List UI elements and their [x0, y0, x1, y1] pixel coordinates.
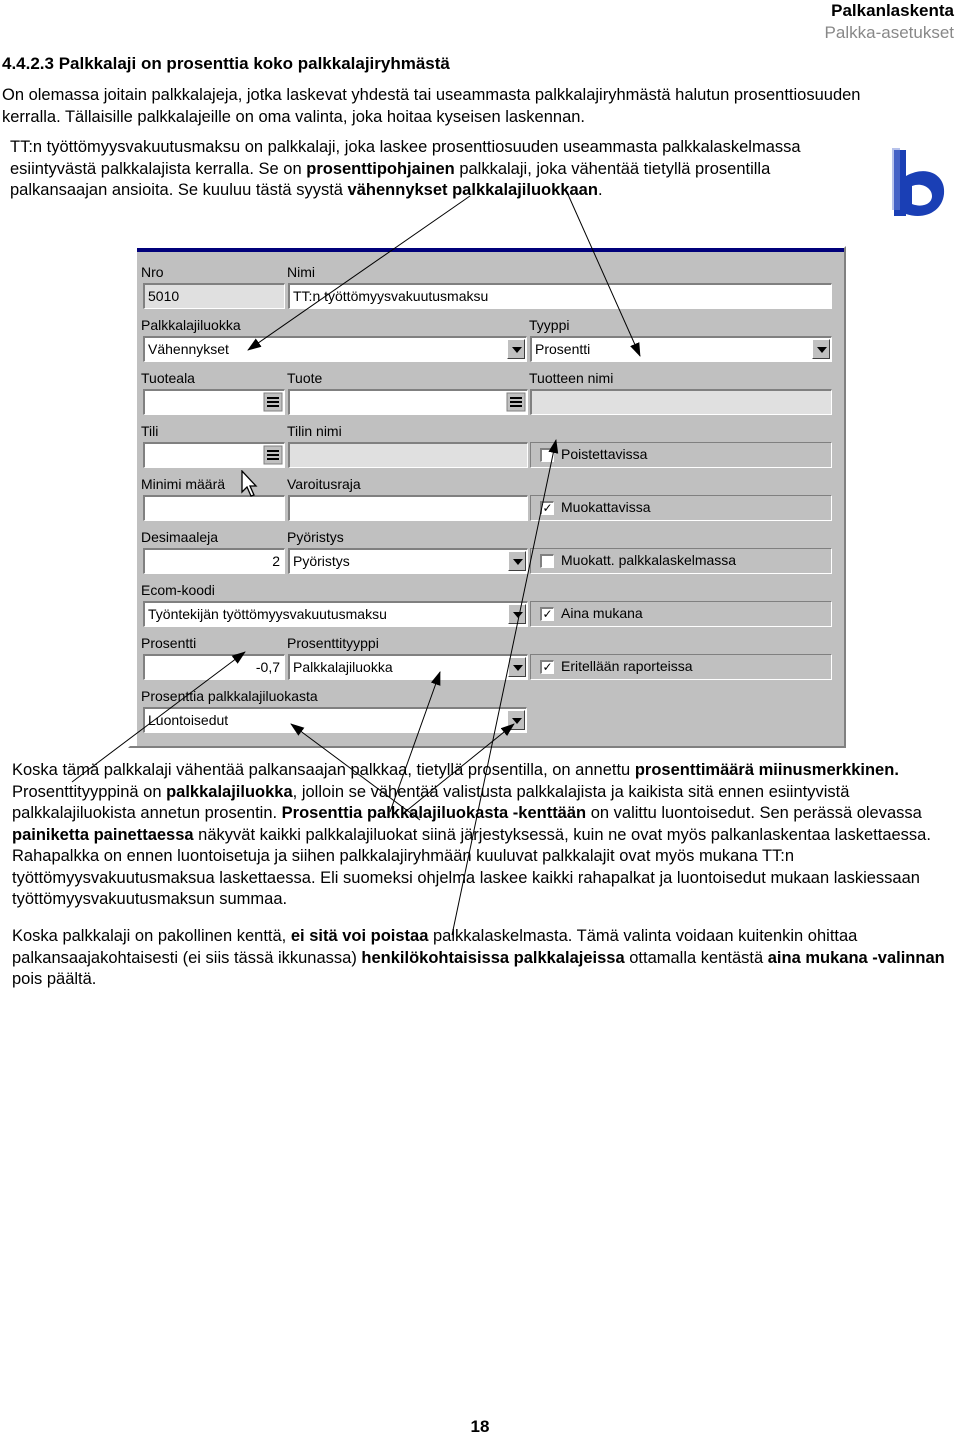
nro-label: Nro — [141, 264, 164, 280]
poistettavissa-label: Poistettavissa — [561, 446, 648, 462]
dropdown-arrow-icon[interactable] — [507, 339, 525, 359]
text-span: ottamalla kentästä — [624, 948, 768, 967]
section-title: 4.4.2.3 Palkkalaji on prosenttia koko palkkalajiryhmästä — [2, 54, 450, 73]
tilin-nimi-field[interactable] — [288, 442, 528, 468]
body-paragraph-2 — [12, 926, 956, 991]
tili-field[interactable] — [143, 442, 285, 468]
ecom-koodi-value: Työntekijän työttömyysvakuutusmaksu — [148, 606, 387, 622]
dropdown-arrow-icon[interactable] — [508, 551, 526, 571]
header-subtitle: Palkka-asetukset — [824, 23, 954, 42]
poistettavissa-checkbox-row[interactable] — [530, 442, 832, 468]
page-number: 18 — [470, 1417, 490, 1436]
text-span: on valittu luontoisedut. Sen perässä olevassa — [586, 804, 922, 822]
minimi-maara-label: Minimi määrä — [141, 476, 226, 492]
bold-span: aina mukana -valinnan — [767, 948, 945, 967]
tuote-label: Tuote — [287, 370, 323, 386]
muokattavissa-checkbox-row[interactable] — [530, 495, 832, 521]
pyoristys-value: Pyöristys — [293, 553, 350, 569]
text-span: palkkalaji, joka vähentää tietyllä prosentilla palkansaajan ansioita. Se kuuluu tästä syystä — [10, 159, 771, 199]
tyyppi-select[interactable] — [530, 336, 832, 362]
dropdown-arrow-icon[interactable] — [508, 604, 526, 624]
bold-span: prosenttipohjainen — [306, 159, 455, 178]
body-paragraph-1 — [12, 760, 956, 911]
desimaaleja-field[interactable]: 2 — [143, 548, 285, 574]
eritellaan-raporteissa-label: Eritellään raporteissa — [561, 658, 693, 674]
text-span: . — [597, 181, 603, 199]
bold-span: henkilökohtaisissa palkkalajeissa — [361, 948, 625, 967]
intro-paragraph-2 — [10, 137, 860, 202]
prosenttityyppi-select[interactable] — [288, 654, 528, 680]
tyyppi-value: Prosentti — [535, 341, 591, 357]
poistettavissa-checkbox[interactable] — [540, 448, 554, 462]
muokatt-palkkalaskelmassa-label: Muokatt. palkkalaskelmassa — [561, 552, 737, 568]
ecom-koodi-select[interactable] — [143, 601, 528, 627]
intro-paragraph-1: On olemassa joitain palkkalajeja, jotka laskevat yhdestä tai useammasta palkkalajiryhmästä halutun prosenttiosuuden kerralla. Tällaisille palkkalajeille on oma valinta, joka hoitaa kyseisen laskennan. — [2, 86, 861, 126]
prosenttityyppi-label: Prosenttityyppi — [287, 635, 379, 651]
tuotteen-nimi-field[interactable] — [530, 389, 832, 415]
muokatt-palkkalaskelmassa-checkbox[interactable] — [540, 554, 554, 568]
mouse-cursor-icon — [240, 470, 258, 498]
tyyppi-label: Tyyppi — [529, 317, 570, 333]
prosenttityyppi-value: Palkkalajiluokka — [293, 659, 393, 675]
palkkalajiluokka-value: Vähennykset — [148, 341, 229, 357]
tuotteen-nimi-label: Tuotteen nimi — [529, 370, 614, 386]
dropdown-arrow-icon[interactable] — [812, 339, 830, 359]
prosenttia-palkkalajiluokasta-value: Luontoisedut — [148, 712, 229, 728]
tuoteala-field[interactable] — [143, 389, 285, 415]
palkkalajiluokka-label: Palkkalajiluokka — [141, 317, 241, 333]
dropdown-arrow-icon[interactable] — [507, 710, 525, 730]
text-span: palkkalaskelmasta. Tämä valinta voidaan kuitenkin ohittaa palkansaajakohtaisesti (ei siis tässä ikkunassa) — [12, 927, 858, 967]
bold-span: painiketta painettaessa — [12, 825, 194, 844]
palkkalajiluokka-select[interactable] — [143, 336, 527, 362]
tuoteala-label: Tuoteala — [141, 370, 195, 386]
eritellaan-raporteissa-checkbox[interactable]: ✓ — [540, 660, 554, 674]
prosentti-field[interactable]: -0,7 — [143, 654, 285, 680]
bold-span: palkkalajiluokka — [166, 782, 293, 801]
tuote-field[interactable] — [288, 389, 528, 415]
nimi-field[interactable]: TT:n työttömyysvakuutusmaksu — [288, 283, 832, 309]
varoitusraja-label: Varoitusraja — [287, 476, 361, 492]
text-span: , jolloin se vähentää valistusta palkkalajista ja kaikista sitä ennen esiintyvistä palkkalajiluokista annetun prosentin. — [12, 782, 850, 822]
bold-span: Prosenttia palkkalajiluokasta -kenttään — [281, 804, 587, 822]
company-logo-icon — [888, 146, 948, 224]
eritellaan-raporteissa-checkbox-row[interactable] — [530, 654, 832, 680]
text-span: Koska tämä palkkalaji vähentää palkansaajan palkkaa, tietyllä prosentilla, on annettu — [12, 761, 635, 779]
muokattavissa-checkbox[interactable]: ✓ — [540, 501, 554, 515]
varoitusraja-field[interactable] — [288, 495, 528, 521]
dialog-title-bar — [137, 248, 844, 252]
lookup-list-icon[interactable] — [263, 445, 283, 465]
tili-label: Tili — [141, 423, 159, 439]
text-span: pois päältä. — [12, 970, 97, 988]
muokattavissa-label: Muokattavissa — [561, 499, 651, 515]
nimi-label: Nimi — [287, 264, 315, 280]
aina-mukana-label: Aina mukana — [561, 605, 643, 621]
header-title: Palkanlaskenta — [831, 1, 954, 20]
minimi-maara-field[interactable] — [143, 495, 285, 521]
lookup-list-icon[interactable] — [263, 392, 283, 412]
prosenttia-palkkalajiluokasta-select[interactable] — [143, 707, 527, 733]
bold-span: prosenttimäärä miinusmerkkinen. — [634, 761, 899, 779]
pyoristys-select[interactable] — [288, 548, 528, 574]
aina-mukana-checkbox-row[interactable] — [530, 601, 832, 627]
text-span: Prosenttityyppinä on — [12, 782, 167, 801]
pyoristys-label: Pyöristys — [287, 529, 344, 545]
bold-span: ei sitä voi poistaa — [290, 927, 429, 945]
text-span: näkyvät kaikki palkkalajiluokat siinä järjestyksessä, kuin ne ovat myös palkanlaskentaa laskettaessa. Rahapalkka on ennen luontoisetuja ja siihen palkkalajiryhmään kuuluvat palkkalajit ovat myös mukana TT:n työttömyysvakuutusmaksua laskettaessa. Eli suomeksi ohjelma laskee kaikki rahapalkat ja luontoisedut mukaan laskiessaan työttömyysvakuutusmaksun summaa. — [12, 825, 931, 908]
palkkalaji-dialog — [128, 246, 846, 748]
page-header — [825, 0, 954, 44]
prosenttia-palkkalajiluokasta-label: Prosenttia palkkalajiluokasta — [141, 688, 318, 704]
text-span: TT:n työttömyysvakuutusmaksu on palkkalaji, joka laskee prosenttiosuuden useammasta palkkalaskelmassa esiintyvästä palkkalajista kerralla. Se on — [10, 138, 801, 178]
dialog-left-edge — [130, 248, 137, 746]
prosentti-label: Prosentti — [141, 635, 197, 651]
ecom-koodi-label: Ecom-koodi — [141, 582, 215, 598]
dropdown-arrow-icon[interactable] — [508, 657, 526, 677]
bold-span: vähennykset palkkalajiluokkaan — [347, 181, 598, 199]
desimaaleja-label: Desimaaleja — [141, 529, 219, 545]
aina-mukana-checkbox[interactable]: ✓ — [540, 607, 554, 621]
nro-field[interactable]: 5010 — [143, 283, 285, 309]
text-span: Koska palkkalaji on pakollinen kenttä, — [12, 927, 291, 945]
muokatt-palkkalaskelmassa-checkbox-row[interactable] — [530, 548, 832, 574]
tilin-nimi-label: Tilin nimi — [287, 423, 342, 439]
lookup-list-icon[interactable] — [506, 392, 526, 412]
